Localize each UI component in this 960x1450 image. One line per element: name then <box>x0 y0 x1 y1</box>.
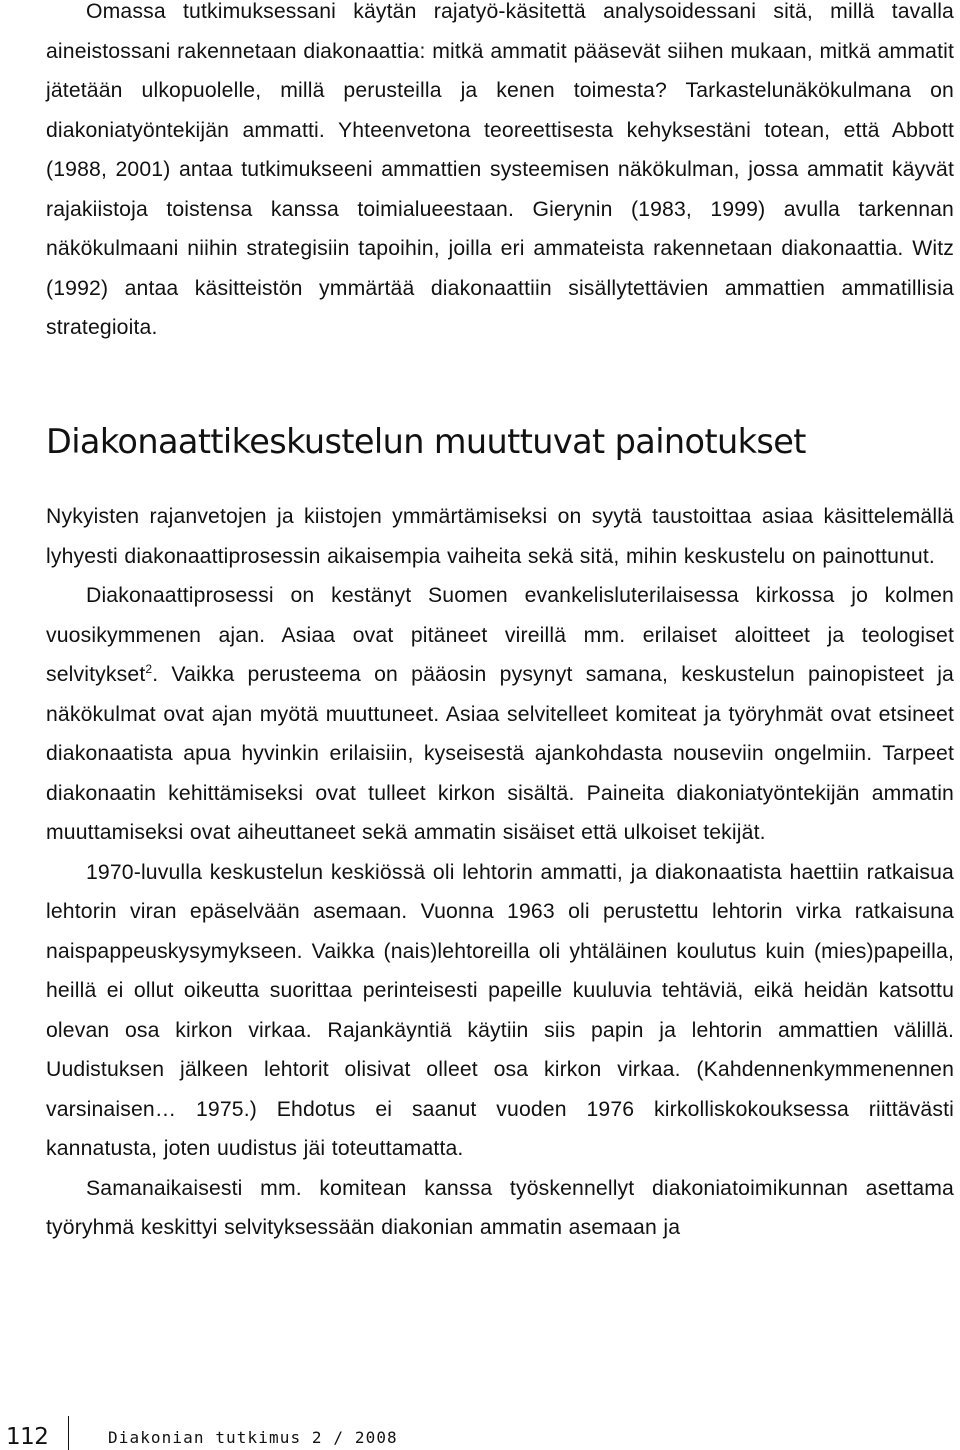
paragraph-2-text-after-note: . Vaikka perusteema on pääosin pysynyt samana, keskustelun painopisteet ja näkökulmat ovat ajan myötä muuttuneet. Asiaa selvitelleet komiteat ja työryhmät ovat etsineet diakonaatista apua hyvinkin erilaisiin, kyseisestä ajankohdasta nouseviin ongelmiin. Tarpeet diakonaatin kehittämiseksi ovat tulleet kirkon sisältä. Paineita diakoniatyöntekijän ammatin muuttamiseksi ovat aiheuttaneet sekä ammatin sisäiset että ulkoiset tekijät. <box>46 663 954 844</box>
page-footer <box>0 1424 960 1450</box>
footer-divider <box>68 1416 69 1450</box>
paragraph-2-text-before-note: Diakonaattiprosessi on kestänyt Suomen evankelisluterilaisessa kirkossa jo kolmen vuosikymmenen ajan. Asiaa ovat pitäneet vireillä mm. erilaiset aloitteet ja teologiset selvitykset <box>46 584 954 686</box>
intro-paragraph: Omassa tutkimuksessani käytän rajatyö-käsitettä analysoidessani sitä, millä tavalla aineistossani rakennetaan diakonaattia: mitkä ammatit pääsevät siihen mukaan, mitkä ammatit jätetään ulkopuolelle, millä perusteilla ja kenen toimesta? Tarkastelunäkökulmana on diakoniatyöntekijän ammatti. Yhteenvetona teoreettisesta kehyksestäni totean, että Abbott (1988, 2001) antaa tutkimukseeni ammattien systeemisen näkökulman, jossa ammatit käyvät rajakiistoja toistensa kanssa toimialueestaan. Gierynin (1983, 1999) avulla tarkennan näkökulmaani niihin strategisiin tapoihin, joilla eri ammateista rakennetaan diakonaattia. Witz (1992) antaa käsitteistön ymmärtää diakonaattiin sisällytettävien ammattien ammatillisia strategioita. <box>46 0 954 339</box>
paragraph-4: Samanaikaisesti mm. komitean kanssa työskennellyt diakoniatoimikunnan asettama työryhmä keskittyi selvityksessään diakonian ammatin asemaan ja <box>46 1176 954 1239</box>
section-heading-wrap <box>46 422 954 462</box>
footnote-reference: 2 <box>145 661 153 676</box>
paragraph-3: 1970-luvulla keskustelun keskiössä oli lehtorin ammatti, ja diakonaatista haettiin ratkaisua lehtorin viran epäselvään asemaan. Vuonna 1963 oli perustettu lehtorin virka ratkaisuna naispappeuskysymykseen. Vaikka (nais)lehtoreilla oli yhtäläinen koulutus kuin (mies)papeilla, heillä ei ollut oikeutta suorittaa perinteisesti papeille kuuluvia tehtäviä, eikä heidän katsottu olevan osa kirkon virkaa. Rajankäyntiä käytiin siis papin ja lehtorin ammattien välillä. Uudistuksen jälkeen lehtorit olisivat olleet osa kirkon virkaa. (Kahdennenkymmenennen varsinaisen… 1975.) Ehdotus ei saanut vuoden 1976 kirkolliskokouksessa riittävästi kannatusta, joten uudistus jäi toteuttamatta. <box>46 860 954 1160</box>
paragraph-1: Nykyisten rajanvetojen ja kiistojen ymmärtämiseksi on syytä taustoittaa asiaa käsittelemällä lyhyesti diakonaattiprosessin aikaisempia vaiheita sekä sitä, mihin keskustelu on painottunut. <box>46 505 954 568</box>
journal-title: Diakonian tutkimus 2 / 2008 <box>108 1428 398 1447</box>
paragraph-2 <box>46 576 954 853</box>
intro-block <box>46 0 954 348</box>
page-number: 112 <box>6 1424 49 1450</box>
section-body <box>46 497 954 1248</box>
section-heading: Diakonaattikeskustelun muuttuvat painotukset <box>46 422 806 461</box>
